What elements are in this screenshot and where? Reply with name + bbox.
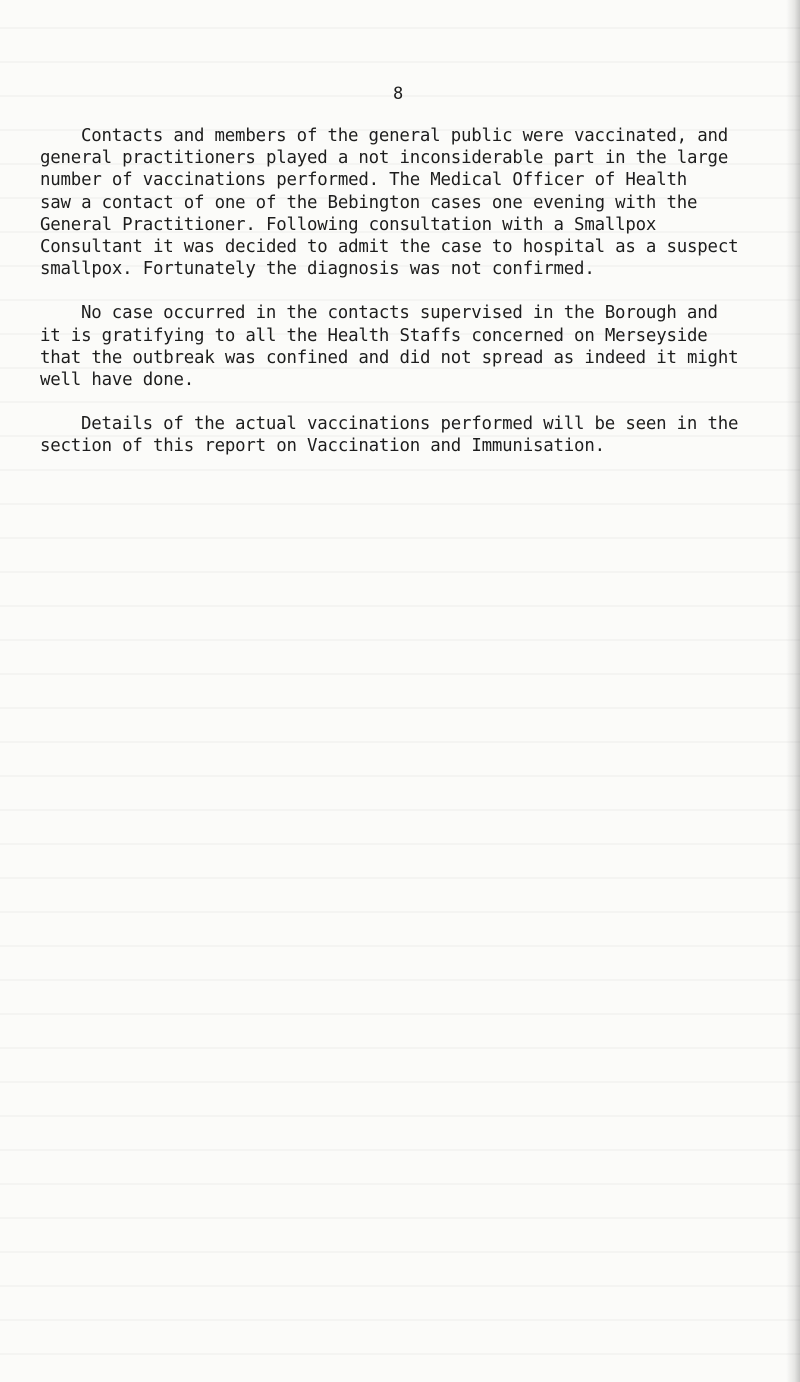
text-line: No case occurred in the contacts supervised in the Borough and (81, 303, 718, 324)
paragraph-contacts (40, 125, 785, 280)
text-line: Contacts and members of the general public were vaccinated, and (81, 126, 729, 146)
text-line: smallpox. Fortunately the diagnosis was not confirmed. (40, 259, 595, 280)
text-line: Consultant it was decided to admit the case to hospital as a suspect (40, 237, 739, 258)
text-line: well have done. (40, 370, 195, 391)
text-line: Details of the actual vaccinations performed will be seen in the (81, 414, 739, 435)
text-line: that the outbreak was confined and did not spread as indeed it might (40, 347, 739, 368)
text-line: General Practitioner. Following consultation with a Smallpox (40, 214, 657, 235)
text-line: it is gratifying to all the Health Staffs concerned on Merseyside (40, 325, 708, 346)
page-number: 8 (393, 84, 404, 104)
text-line: section of this report on Vaccination and Immunisation. (40, 436, 605, 457)
page-edge-shadow (786, 0, 800, 1382)
text-line: number of vaccinations performed. The Medical Officer of Health (40, 170, 688, 191)
paragraph-outbreak (40, 302, 785, 391)
body-text (40, 125, 785, 480)
paragraph-details (40, 413, 785, 457)
text-line: general practitioners played a not inconsiderable part in the large (40, 148, 729, 169)
text-line: saw a contact of one of the Bebington cases one evening with the (40, 192, 698, 213)
